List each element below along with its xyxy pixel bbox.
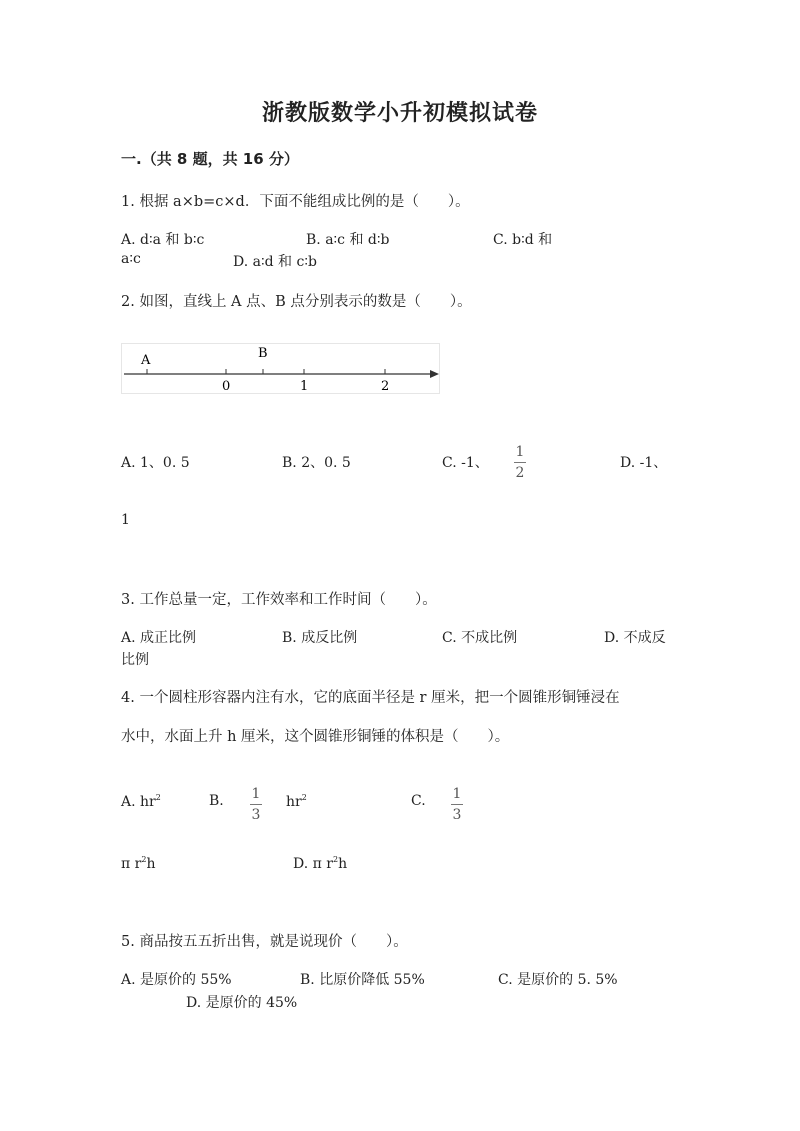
option-c-exponent: 2 [141,855,147,864]
point-a-label: A [141,353,151,368]
option-a-exponent: 2 [155,793,161,802]
fraction-one-half [514,444,526,481]
number-line-figure [121,343,443,395]
question-2-option-c: C. -1、 [442,455,489,471]
option-c-text: π r [121,856,142,872]
fraction-denominator: 3 [251,807,261,823]
option-c-end: h [146,856,156,872]
question-4-stem-line-1: 4. 一个圆柱形容器内注有水，它的底面半径是 r 厘米，把一个圆锥形铜锤浸在 [121,690,620,706]
question-2-option-b: B. 2、0. 5 [282,455,351,471]
question-1-stem: 1. 根据 a×b=c×d．下面不能组成比例的是（ ）。 [121,194,470,210]
question-4-option-d [293,855,347,872]
question-3-option-d-cont: 比例 [121,652,149,668]
fraction-bar [250,804,262,805]
fraction-one-third-c [451,786,463,823]
fraction-denominator: 2 [515,465,525,481]
question-5-option-a: A. 是原价的 55% [121,972,232,988]
question-3-option-c: C. 不成比例 [442,630,518,646]
question-5-option-b: B. 比原价降低 55% [300,972,425,988]
question-3-option-b: B. 成反比例 [282,630,358,646]
tick-label-2: 2 [381,379,390,394]
question-4-option-b-label: B. [209,793,224,809]
arrow-head-icon [430,370,439,378]
option-b-exponent: 2 [301,793,307,802]
question-1-option-b: B. a∶c 和 d∶b [306,232,390,248]
fraction-one-third-b [250,786,262,823]
question-2-stem: 2. 如图，直线上 A 点、B 点分别表示的数是（ ）。 [121,294,472,310]
figure-border [122,344,440,394]
fraction-bar [514,462,526,463]
question-4-option-c-label: C. [411,793,426,809]
tick-label-1: 1 [300,379,309,394]
question-4-option-a [121,793,161,810]
question-2-option-d: D. -1、 [620,455,668,471]
question-4-option-b-tail [286,793,307,810]
question-5-stem: 5. 商品按五五折出售，就是说现价（ ）。 [121,934,408,950]
question-5-option-d: D. 是原价的 45% [186,995,298,1011]
fraction-numerator: 1 [251,786,261,802]
page-title: 浙教版数学小升初模拟试卷 [261,101,538,126]
question-3-stem: 3. 工作总量一定，工作效率和工作时间（ ）。 [121,592,437,608]
question-3-option-a: A. 成正比例 [121,630,197,646]
question-2-option-a: A. 1、0. 5 [121,455,190,471]
question-1-option-d: D. a∶d 和 c∶b [233,254,317,270]
question-2-option-d-cont: 1 [121,512,130,528]
fraction-bar [451,804,463,805]
option-d-text: D. π r [293,856,333,872]
point-b-label: B [258,346,268,361]
question-3-option-d: D. 不成反 [604,630,666,646]
question-4-stem-line-2: 水中，水面上升 h 厘米，这个圆锥形铜锤的体积是（ ）。 [121,729,510,745]
fraction-numerator: 1 [452,786,462,802]
fraction-numerator: 1 [515,444,525,460]
question-1-option-c-cont: a∶c [121,251,141,267]
section-heading: 一.（共 8 题，共 16 分） [121,150,299,168]
tick-label-0: 0 [222,379,231,394]
option-a-text: A. hr [121,794,156,810]
question-1-option-c: C. b∶d 和 [493,232,553,248]
option-d-exponent: 2 [332,855,339,864]
question-4-option-c-tail [121,855,155,872]
question-1-option-a: A. d∶a 和 b∶c [121,232,205,248]
option-d-end: h [338,856,348,872]
option-b-text: hr [286,794,302,810]
fraction-denominator: 3 [452,807,462,823]
question-5-option-c: C. 是原价的 5. 5% [498,972,618,988]
